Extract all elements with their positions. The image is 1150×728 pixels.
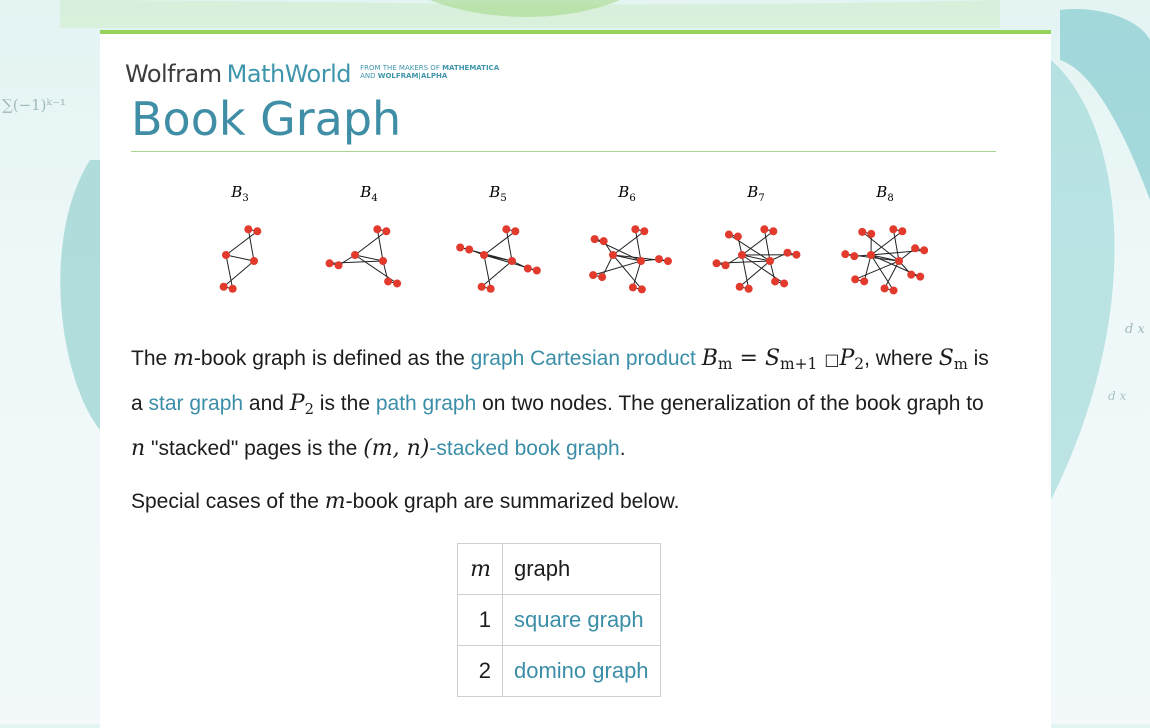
graph-node bbox=[511, 227, 519, 235]
eq-P: P bbox=[839, 346, 854, 371]
graph-node bbox=[907, 271, 915, 279]
math-sub-m: m bbox=[954, 356, 968, 373]
logo-wolfram-text: Wolfram bbox=[125, 60, 222, 88]
graph-node bbox=[478, 283, 486, 291]
article-body bbox=[131, 339, 1001, 535]
graph-node bbox=[780, 279, 788, 287]
graph-node bbox=[638, 285, 646, 293]
text: -book graph are summarized below. bbox=[346, 490, 680, 513]
row-graph-cell bbox=[503, 595, 661, 646]
math-S: S bbox=[939, 346, 954, 371]
logo-mathworld-text: MathWorld bbox=[227, 60, 351, 88]
graph-node bbox=[465, 246, 473, 254]
graph-node bbox=[655, 255, 663, 263]
tagline-line2-bold: WOLFRAM|ALPHA bbox=[378, 72, 448, 80]
graph-node bbox=[771, 277, 779, 285]
book-graph-B6 bbox=[589, 225, 672, 293]
graph-node bbox=[502, 225, 510, 233]
graph-node bbox=[734, 233, 742, 241]
graph-node bbox=[640, 227, 648, 235]
table-row bbox=[458, 595, 661, 646]
graph-node bbox=[860, 277, 868, 285]
graph-node bbox=[480, 251, 488, 259]
row-m-value: 1 bbox=[458, 595, 503, 646]
math-sub-2: 2 bbox=[305, 401, 314, 418]
bg-formula-dx: d x bbox=[1125, 322, 1145, 337]
graph-node bbox=[591, 235, 599, 243]
eq-equals: = bbox=[733, 346, 765, 371]
graph-node bbox=[589, 271, 597, 279]
logo-tagline bbox=[360, 64, 499, 80]
text: is the bbox=[314, 392, 376, 415]
header-m: m bbox=[458, 544, 503, 595]
text: -book graph is defined as the bbox=[194, 347, 471, 370]
tagline-line2: AND bbox=[360, 72, 378, 80]
text: and bbox=[243, 392, 290, 415]
graph-label-4: $B_4$ bbox=[359, 183, 377, 204]
graph-node bbox=[898, 227, 906, 235]
graph-node bbox=[890, 286, 898, 294]
graph-label-7: $B_7$ bbox=[746, 183, 764, 204]
tagline-line1-bold: MATHEMATICA bbox=[442, 64, 499, 72]
math-P: P bbox=[290, 391, 305, 416]
eq-B: B bbox=[702, 346, 718, 371]
graph-node bbox=[637, 257, 645, 265]
star-graph-link[interactable]: star graph bbox=[149, 392, 244, 415]
graph-node bbox=[745, 285, 753, 293]
table-row bbox=[458, 646, 661, 697]
graph-node bbox=[524, 264, 532, 272]
graph-node bbox=[456, 244, 464, 252]
text: is a bbox=[131, 347, 989, 415]
book-graph-B7 bbox=[713, 225, 801, 292]
graph-node bbox=[881, 284, 889, 292]
graph-node bbox=[858, 228, 866, 236]
graph-node bbox=[867, 251, 875, 259]
article-card bbox=[100, 30, 1051, 728]
graph-node bbox=[487, 285, 495, 293]
graph-node bbox=[326, 259, 334, 267]
math-m-n: (m, n) bbox=[363, 436, 429, 461]
wolfram-mathworld-logo[interactable] bbox=[125, 60, 499, 90]
graph-node bbox=[841, 250, 849, 258]
graph-node bbox=[393, 279, 401, 287]
graph-node bbox=[850, 252, 858, 260]
graph-node bbox=[760, 225, 768, 233]
book-graph-B5 bbox=[456, 225, 541, 292]
graph-edge bbox=[226, 255, 254, 261]
graph-label-5: $B_5$ bbox=[488, 183, 506, 204]
eq-sub-m: m bbox=[718, 355, 733, 373]
graph-label-8: $B_8$ bbox=[875, 183, 893, 204]
graph-node bbox=[664, 257, 672, 265]
graph-node bbox=[911, 244, 919, 252]
graph-edge bbox=[864, 255, 871, 281]
graph-node bbox=[598, 273, 606, 281]
graph-node bbox=[920, 246, 928, 254]
definition-paragraph bbox=[131, 339, 1001, 468]
graph-label-3: $B_3$ bbox=[230, 183, 248, 204]
graph-node bbox=[629, 283, 637, 291]
domino-graph-link[interactable]: domino graph bbox=[514, 658, 649, 683]
text: Special cases of the bbox=[131, 490, 325, 513]
row-m-value: 2 bbox=[458, 646, 503, 697]
box-product-symbol: □ bbox=[824, 350, 839, 369]
graph-node bbox=[867, 230, 875, 238]
graph-node bbox=[382, 227, 390, 235]
graph-node bbox=[783, 249, 791, 257]
graph-node bbox=[851, 275, 859, 283]
graph-node bbox=[384, 277, 392, 285]
graph-label-6: $B_6$ bbox=[617, 183, 635, 204]
text: "stacked" pages is the bbox=[145, 437, 363, 460]
equation bbox=[702, 346, 864, 371]
graph-node bbox=[250, 257, 258, 265]
tagline-line1: FROM THE MAKERS OF bbox=[360, 64, 442, 72]
graph-node bbox=[713, 259, 721, 267]
graph-node bbox=[335, 261, 343, 269]
graph-edge bbox=[593, 261, 641, 275]
math-m: m bbox=[325, 489, 346, 514]
bg-formula-sum: ∑(−1)ᵏ⁻¹ bbox=[2, 96, 66, 114]
book-graph-B3 bbox=[220, 225, 262, 292]
graph-node bbox=[769, 227, 777, 235]
graph-node bbox=[253, 227, 261, 235]
graph-node bbox=[351, 251, 359, 259]
graph-node bbox=[244, 225, 252, 233]
eq-S: S bbox=[765, 346, 780, 371]
book-graph-figure bbox=[180, 176, 980, 306]
square-graph-link[interactable]: square graph bbox=[514, 607, 644, 632]
text: , where bbox=[864, 347, 933, 370]
graph-edge bbox=[885, 261, 899, 288]
graph-node bbox=[533, 266, 541, 274]
graph-node bbox=[379, 257, 387, 265]
graph-node bbox=[222, 251, 230, 259]
text: The bbox=[131, 347, 173, 370]
graph-node bbox=[609, 251, 617, 259]
graph-node bbox=[508, 257, 516, 265]
eq-sub-m1: m+1 bbox=[780, 355, 817, 373]
graph-cartesian-product-link[interactable]: graph Cartesian product bbox=[471, 347, 696, 370]
graph-node bbox=[600, 237, 608, 245]
graph-node bbox=[373, 225, 381, 233]
math-m: m bbox=[173, 346, 194, 371]
title-divider bbox=[131, 151, 996, 152]
text: on two nodes. The generalization of the book graph to bbox=[476, 392, 983, 415]
path-graph-link[interactable]: path graph bbox=[376, 392, 476, 415]
book-graph-B8 bbox=[841, 225, 928, 294]
book-graph-B4 bbox=[326, 225, 402, 287]
math-n: n bbox=[131, 436, 145, 461]
eq-sub-2: 2 bbox=[854, 355, 864, 373]
header-graph: graph bbox=[503, 544, 661, 595]
bg-formula-dx-2: d x bbox=[1108, 389, 1126, 403]
row-graph-cell bbox=[503, 646, 661, 697]
graph-node bbox=[916, 273, 924, 281]
special-cases-paragraph bbox=[131, 482, 1001, 521]
graph-node bbox=[766, 257, 774, 265]
graph-node bbox=[220, 283, 228, 291]
graph-node bbox=[895, 257, 903, 265]
graph-node bbox=[725, 231, 733, 239]
graph-node bbox=[738, 251, 746, 259]
table-header-row bbox=[458, 544, 661, 595]
graph-node bbox=[722, 261, 730, 269]
graph-node bbox=[229, 285, 237, 293]
stacked-book-graph-link[interactable]: -stacked book graph bbox=[429, 437, 619, 460]
graph-node bbox=[736, 283, 744, 291]
graph-node bbox=[792, 251, 800, 259]
graph-node bbox=[631, 225, 639, 233]
page-title: Book Graph bbox=[131, 92, 401, 146]
special-cases-table bbox=[457, 543, 661, 697]
graph-node bbox=[889, 225, 897, 233]
text: . bbox=[620, 437, 626, 460]
